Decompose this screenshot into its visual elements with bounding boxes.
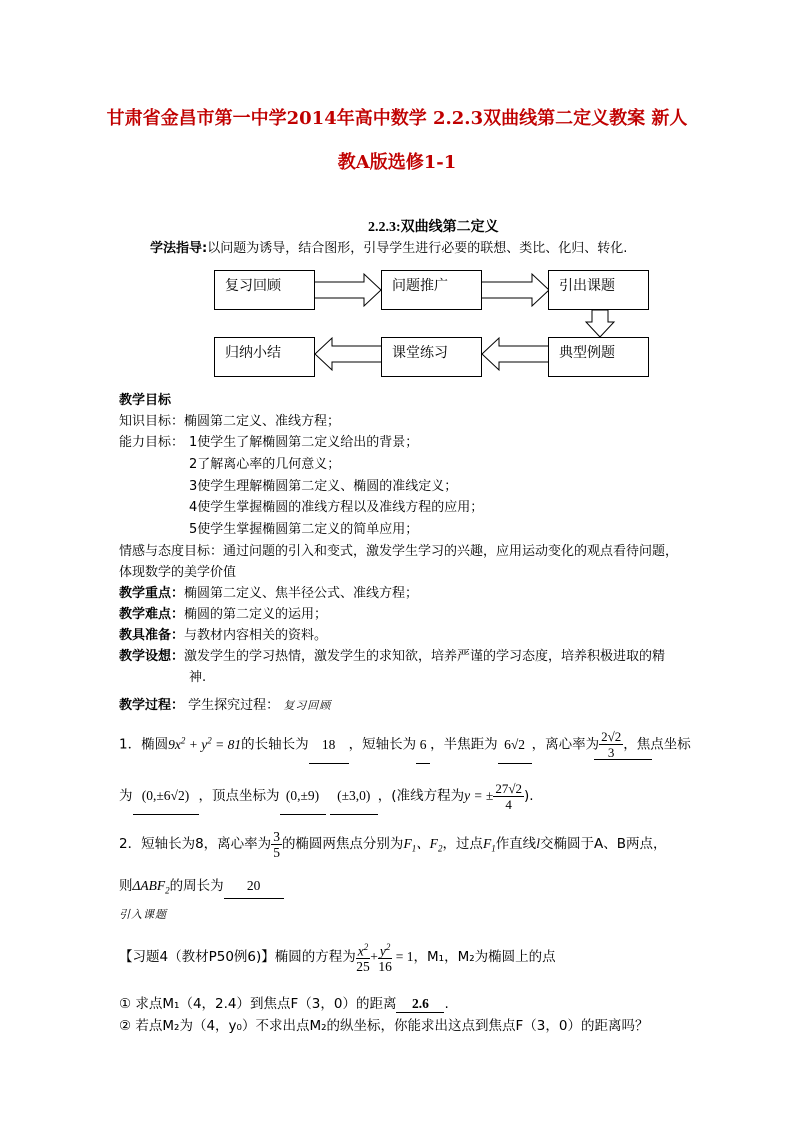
exercise-prefix: 【习题4（教材P50例6)】椭圆的方程为 [119, 949, 356, 965]
problem1-directrix-fraction [493, 781, 524, 812]
problem1-long-axis: 18 [309, 727, 349, 764]
problem2-answer: 20 [224, 874, 284, 899]
problem2-line2-text: 的周长为 [169, 878, 224, 894]
goal-ability-item: 1使学生了解椭圆第二定义给出的背景； [189, 435, 419, 450]
problem2-ecc-num: 3 [273, 828, 280, 844]
exercise-y-den: 16 [378, 959, 392, 975]
goal-knowledge: 知识目标：椭圆第二定义、准线方程； [119, 414, 341, 429]
process-line [119, 694, 331, 713]
problem1-ecc-label: ，离心率为 [531, 736, 600, 753]
problem2-line2-prefix: 则 [119, 878, 133, 894]
problem2-text2: 的椭圆两焦点分别为 [281, 836, 404, 852]
problem2-line-l: l [536, 836, 540, 851]
tools-label: 教具准备： [119, 628, 185, 643]
goal-ability-item: 4使学生掌握椭圆的准线方程以及准线方程的应用； [189, 500, 484, 515]
problem1-line1 [119, 722, 691, 762]
problem1-focus-coords: (0,±6√2) [133, 778, 199, 815]
problem1-short-label: ，短轴长为 [348, 736, 417, 753]
intro-note: 引入课题 [119, 909, 167, 921]
design [119, 645, 665, 664]
design-label: 教学设想： [119, 649, 185, 664]
exercise-y-num: $y^2$ [379, 941, 391, 959]
problem1-ecc-den: 3 [607, 745, 615, 760]
problem2-text4: 作直线 [495, 836, 537, 852]
arrow-left-1 [482, 338, 549, 370]
question-2 [119, 1014, 648, 1034]
q2-text: 若点M₂为（4，y₀）不求出点M₂的纵坐标，你能求出这点到焦点F（3，0）的距离吗？ [135, 1018, 649, 1034]
problem2-foci: $F_1$、$F_2$ [403, 836, 443, 854]
question-1: ① 求点M₁（4，2.4）到焦点F（3，0）的距离 2.6 . [119, 996, 449, 1012]
problem1-vertex-coords1: (0,±9) [280, 778, 326, 815]
process-note: 复习回顾 [283, 700, 332, 712]
flow-box-generalize: 问题推广 [381, 270, 482, 310]
problem1-line2 [119, 778, 534, 818]
problem2-point: $F_1$ [482, 836, 496, 854]
goal-emotion-line2: 体现数学的美学价值 [119, 565, 237, 580]
key-points-text: 椭圆第二定义、焦半径公式、准线方程； [184, 586, 419, 601]
exercise-line [119, 935, 556, 979]
exercise-equals: = 1 [392, 949, 414, 964]
problem1-directrix-y: y = ± [464, 788, 494, 803]
exercise-x-num: $x^2$ [357, 941, 369, 959]
q2-marker: ② [119, 1018, 132, 1034]
arrow-right-1 [314, 274, 381, 306]
problem2-triangle: $\Delta ABF_2$ [132, 878, 170, 896]
arrow-left-2 [315, 338, 382, 370]
problem1-line2-prefix: 为 [119, 788, 133, 804]
goal-emotion-line1: 情感与态度目标：通过问题的引入和变式，激发学生学习的兴趣，应用运动变化的观点看待问题， [119, 544, 679, 559]
problem1-prefix: 1．椭圆 [119, 736, 169, 753]
exercise-x-fraction [356, 940, 371, 975]
problem1-end: ). [523, 788, 534, 804]
problem1-vertex-coords2: (±3,0) [330, 778, 378, 815]
arrow-down [586, 310, 614, 337]
goal-ability-label: 能力目标： [119, 435, 185, 450]
problem1-short-axis: 6 [416, 727, 430, 764]
problem1-directrix-num: 27√2 [495, 780, 522, 796]
problem1-half-focal: 6√2 [498, 727, 532, 764]
problem1-ecc-fraction [599, 729, 623, 760]
q1-marker: ① [119, 996, 132, 1012]
problem1-equation: $9x^2 + y^2 = 81$ [168, 735, 242, 752]
goal-ability-item: 2了解离心率的几何意义； [189, 457, 341, 472]
goal-ability-item: 3使学生理解椭圆第二定义、椭圆的准线定义； [189, 479, 458, 494]
problem1-half-focal-label: ，半焦距为 [430, 736, 498, 753]
key-points-label: 教学重点： [119, 586, 185, 601]
flow-box-summary: 归纳小结 [214, 337, 315, 377]
problem1-ecc-underline [594, 759, 652, 760]
guidance-label: 学法指导: [150, 241, 208, 256]
exercise-suffix: ，M₁，M₂为椭圆上的点 [413, 949, 556, 965]
exercise-plus: + [370, 949, 378, 964]
difficulty-label: 教学难点： [119, 607, 185, 622]
problem1-directrix-den: 4 [505, 796, 512, 812]
problem2-ecc-fraction [271, 829, 282, 860]
flow-box-review: 复习回顾 [214, 270, 315, 310]
problem1-focus-label: ，焦点坐标 [623, 736, 691, 753]
problem2-text5: 交椭圆于A、B两点， [539, 836, 667, 852]
problem2-text3: ，过点 [442, 836, 483, 852]
flow-box-practice: 课堂练习 [381, 337, 482, 377]
problem2-line1 [119, 826, 666, 866]
guidance-text: 以问题为诱导，结合图形，引导学生进行必要的联想、类比、化归、转化. [207, 241, 628, 256]
arrow-right-2 [481, 274, 549, 306]
flow-box-introduce: 引出课题 [548, 270, 649, 310]
problem1-directrix-label: ，(准线方程为 [377, 788, 465, 804]
document-title-line2: 教A版选修1-1 [337, 152, 457, 173]
tools [119, 624, 327, 643]
key-points [119, 582, 418, 601]
process-label: 教学过程： [119, 698, 185, 713]
problem1-after-eq: 的长轴长为 [241, 736, 309, 753]
design-text-line2: 神. [189, 670, 207, 685]
document-title-line1: 甘肃省金昌市第一中学2014年高中数学 2.2.3双曲线第二定义教案 新人 [106, 108, 688, 129]
q1-answer: 2.6 [396, 996, 444, 1013]
problem2-text1: 2．短轴长为8，离心率为 [119, 836, 272, 852]
exercise-x-den: 25 [356, 959, 370, 975]
process-text: 学生探究过程： [188, 698, 280, 713]
problem2-line2 [119, 874, 284, 903]
problem1-ecc-num: 2√2 [601, 729, 622, 744]
goals-heading: 教学目标 [119, 393, 172, 408]
tools-text: 与教材内容相关的资料。 [184, 628, 328, 643]
goal-ability-item: 5使学生掌握椭圆第二定义的简单应用； [189, 522, 419, 537]
section-heading: 2.2.3:双曲线第二定义 [368, 220, 499, 235]
difficulty-text: 椭圆的第二定义的运用； [184, 607, 328, 622]
problem1-vertex-label: ，顶点坐标为 [198, 788, 280, 804]
difficulty [119, 603, 327, 622]
q1-text: 求点M₁（4，2.4）到焦点F（3，0）的距离 [135, 996, 397, 1012]
flow-box-examples: 典型例题 [548, 337, 649, 377]
problem2-ecc-den: 5 [273, 844, 280, 860]
exercise-y-fraction [378, 940, 393, 975]
design-text-line1: 激发学生的学习热情，激发学生的求知欲，培养严谨的学习态度，培养积极进取的精 [184, 649, 666, 664]
